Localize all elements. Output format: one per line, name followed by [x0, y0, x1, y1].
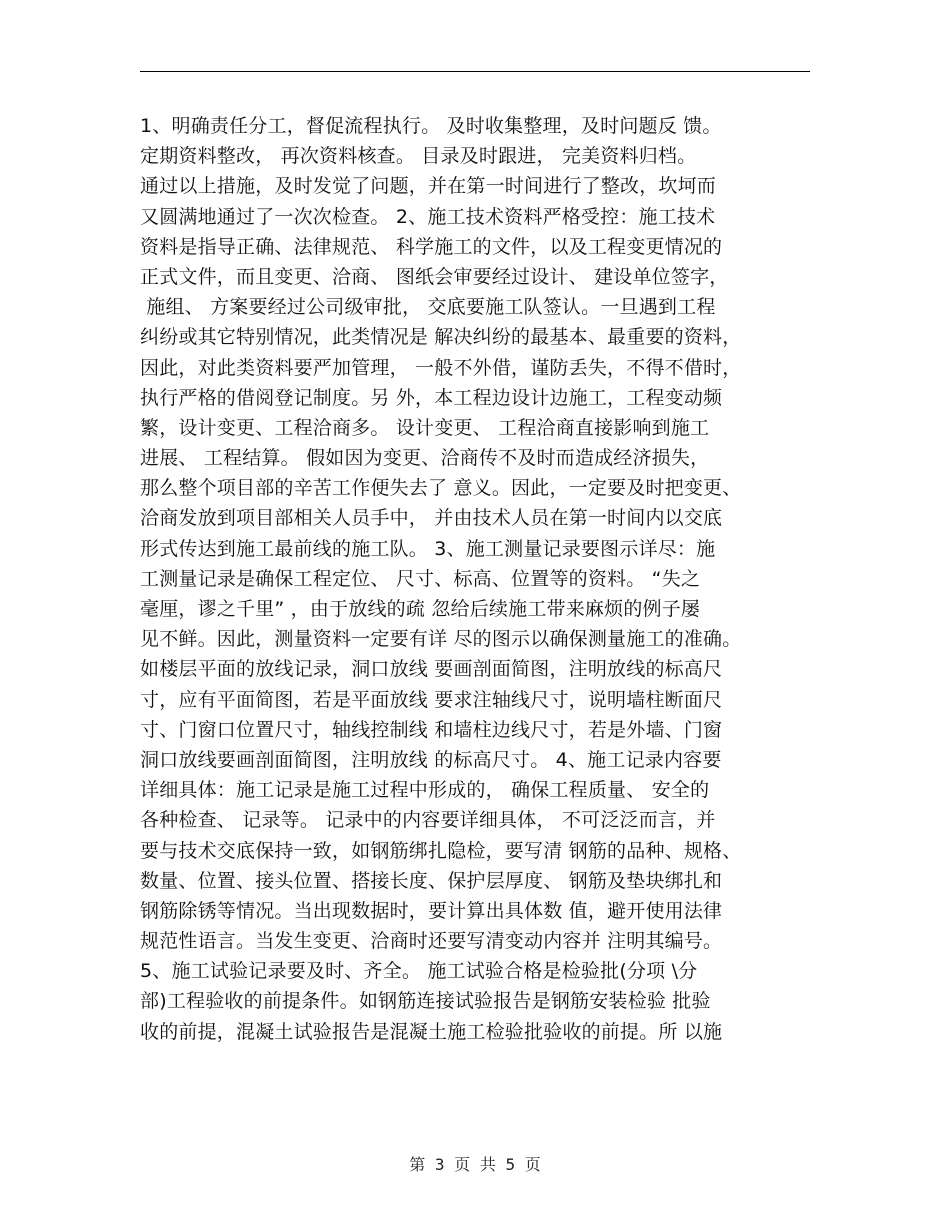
text-line: 那么整个项目部的辛苦工作便失去了 意义。因此，一定要及时把变更、 [140, 477, 742, 500]
text-line: 各种检查、 记录等。 记录中的内容要详细具体， 不可泛泛而言，并 [140, 809, 716, 832]
text-line: 资料是指导正确、法律规范、 科学施工的文件，以及工程变更情况的 [140, 235, 723, 258]
text-line: 定期资料整改， 再次资料核查。 目录及时跟进， 完美资料归档。 [140, 145, 697, 168]
text-line: 如楼层平面的放线记录，洞口放线 要画剖面简图，注明放线的标高尺 [140, 658, 723, 681]
text-line: 形式传达到施工最前线的施工队。 3、施工测量记录要图示详尽：施 [140, 537, 716, 560]
text-line: 寸，应有平面简图，若是平面放线 要求注轴线尺寸，说明墙柱断面尺 [140, 688, 723, 711]
text-line: 纠纷或其它特别情况，此类情况是 解决纠纷的最基本、最重要的资料， [140, 326, 742, 349]
text-line: 洽商发放到项目部相关人员手中， 并由技术人员在第一时间内以交底 [140, 507, 723, 530]
text-line: 施组、 方案要经过公司级审批， 交底要施工队签认。一旦遇到工程 [140, 296, 716, 319]
text-line: 通过以上措施，及时发觉了问题，并在第一时间进行了整改，坎坷而 [140, 175, 717, 198]
text-line: 部)工程验收的前提条件。如钢筋连接试验报告是钢筋安装检验 批验 [140, 990, 711, 1013]
text-line: 繁，设计变更、工程洽商多。 设计变更、 工程洽商直接影响到施工 [140, 416, 710, 439]
text-line: 收的前提，混凝土试验报告是混凝土施工检验批验收的前提。所 以施 [140, 1020, 723, 1043]
text-line: 数量、位置、接头位置、搭接长度、保护层厚度、 钢筋及垫块绑扎和 [140, 869, 723, 892]
text-line: 详细具体：施工记录是施工过程中形成的， 确保工程质量、 安全的 [140, 779, 710, 802]
text-line: 因此，对此类资料要严加管理， 一般不外借，谨防丢失，不得不借时， [140, 356, 742, 379]
header-rule [140, 71, 810, 72]
text-line: 钢筋除锈等情况。当出现数据时，要计算出具体数 值，避开使用法律 [140, 899, 723, 922]
text-line: 执行严格的借阅登记制度。另 外，本工程边设计边施工，工程变动频 [140, 386, 723, 409]
text-line: 要与技术交底保持一致，如钢筋绑扎隐检，要写清 钢筋的品种、规格、 [140, 839, 742, 862]
text-line: 5、施工试验记录要及时、齐全。 施工试验合格是检验批(分项 \分 [140, 960, 698, 983]
text-line: 毫厘，谬之千里” ，由于放线的疏 忽给后续施工带来麻烦的例子屡 [140, 598, 701, 620]
body-text [140, 111, 820, 1047]
text-line: 正式文件，而且变更、洽商、 图纸会审要经过设计、 建设单位签字， [140, 265, 729, 288]
page-number: 第 3 页 共 5 页 [409, 1155, 541, 1174]
text-line: 寸、门窗口位置尺寸，轴线控制线 和墙柱边线尺寸，若是外墙、门窗 [140, 718, 723, 741]
text-line: 规范性语言。当发生变更、洽商时还要写清变动内容并 注明其编号。 [140, 930, 723, 953]
text-line: 1、明确责任分工，督促流程执行。 及时收集整理，及时问题反 馈。 [140, 115, 722, 137]
text-line: 进展、 工程结算。 假如因为变更、洽商传不及时而造成经济损失， [140, 447, 710, 470]
text-line: 又圆满地通过了一次次检查。 2、施工技术资料严格受控：施工技术 [140, 205, 716, 228]
text-line: 洞口放线要画剖面简图，注明放线 的标高尺寸。 4、施工记录内容要 [140, 748, 722, 771]
text-line: 见不鲜。因此，测量资料一定要有详 尽的图示以确保测量施工的准确。 [140, 628, 742, 651]
text-line: 工测量记录是确保工程定位、 尺寸、标高、位置等的资料。 “失之 [140, 567, 701, 590]
